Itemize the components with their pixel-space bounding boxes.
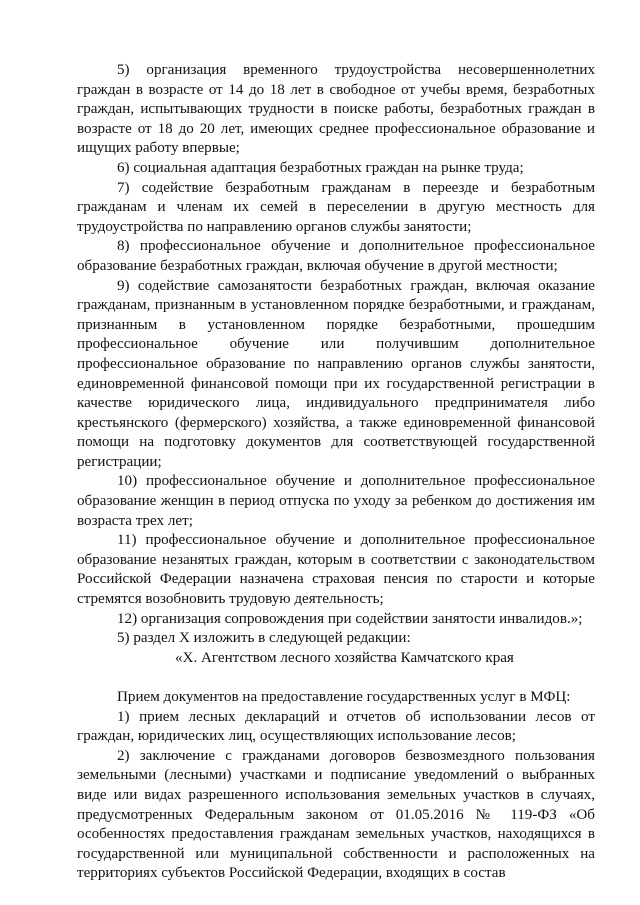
section-item-2: 2) заключение с гражданами договоров безвозмездного пользования земельными (лесными) участками и подписание уведомлений о выбранных виде или видах разрешенного использования земельных участков в случаях, предусмотренных Федеральным законом от 01.05.2016 № 119-ФЗ «Об особенностях предоставления гражданам земельных участков, находящихся в государственной или муниципальной собственности и расположенных на территориях субъектов Российской Федерации, входящих в состав	[77, 747, 595, 882]
document-body	[77, 61, 595, 884]
list-item-5: 5) организация временного трудоустройства несовершеннолетних граждан в возрасте от 14 до 18 лет в свободное от учебы время, безработных граждан, испытывающих трудности в поиске работы, безработных граждан в возрасте от 18 до 20 лет, имеющих среднее профессиональное образование и ищущих работу впервые;	[77, 62, 595, 157]
section-item-1: 1) прием лесных деклараций и отчетов об использовании лесов от граждан, юридических лиц, осуществляющих использование лесов;	[77, 708, 595, 745]
list-item-11: 11) профессиональное обучение и дополнительное профессиональное образование незанятых граждан, которым в соответствии с законодательством Российской Федерации назначена страховая пенсия по старости и которые стремятся возобновить трудовую деятельность;	[77, 532, 595, 608]
amendment-item-5: 5) раздел X изложить в следующей редакции:	[117, 630, 411, 647]
list-item-9: 9) содействие самозанятости безработных граждан, включая оказание гражданам, признанным в установленном порядке безработными, и гражданам, признанным в установленном порядке безработными, прошедшим профессиональное обучение или получившим дополнительное профессиональное образование по направлению органов службы занятости, единовременной финансовой помощи при их государственной регистрации в качестве юридического лица, индивидуального предпринимателя либо крестьянского (фермерского) хозяйства, а также единовременной финансовой помощи на подготовку документов для соответствующей государственной регистрации;	[77, 277, 595, 470]
list-item-7: 7) содействие безработным гражданам в переезде и безработным гражданам и членам их семей в переселении в другую местность для трудоустройства по направлению органов службы занятости;	[77, 179, 595, 235]
list-item-8: 8) профессиональное обучение и дополнительное профессиональное образование безработных граждан, включая обучение в другой местности;	[77, 238, 595, 274]
blank-line	[77, 668, 595, 688]
section-heading: «X. Агентством лесного хозяйства Камчатского края	[175, 649, 514, 666]
section-intro: Прием документов на предоставление государственных услуг в МФЦ:	[117, 689, 571, 705]
list-item-10: 10) профессиональное обучение и дополнительное профессиональное образование женщин в период отпуска по уходу за ребенком до достижения им возраста трех лет;	[77, 473, 595, 529]
list-item-6: 6) социальная адаптация безработных граждан на рынке труда;	[117, 159, 524, 176]
list-item-12: 12) организация сопровождения при содействии занятости инвалидов.»;	[117, 610, 583, 627]
